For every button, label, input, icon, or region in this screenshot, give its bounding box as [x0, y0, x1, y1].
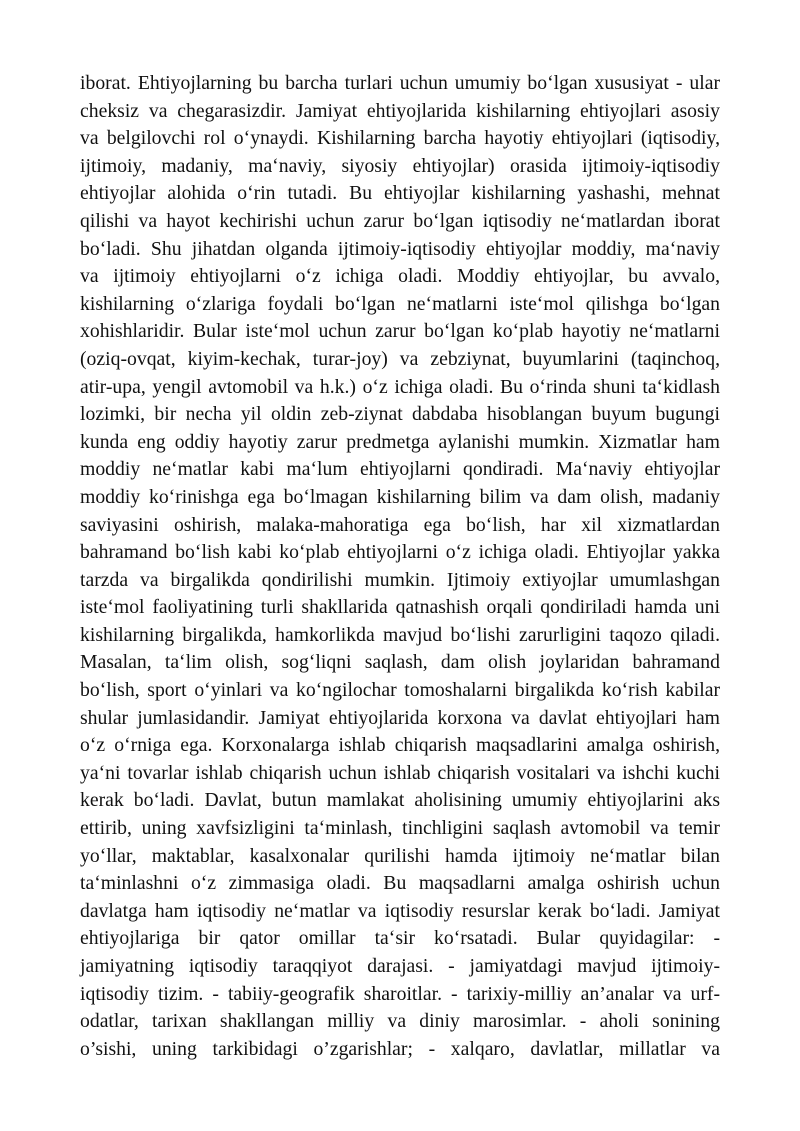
text-line: qilishi va hayot kechirishi uchun zarur bo‘lgan iqtisodiy ne‘matlardan iborat	[80, 209, 720, 232]
text-line: bo‘lish, sport o‘yinlari va ko‘ngilochar tomoshalarni birgalikda ko‘rish kabilar	[80, 679, 720, 702]
text-line: o’sishi, uning tarkibidagi o’zgarishlar; - xalqaro, davlatlar, millatlar va	[80, 1037, 720, 1060]
text-line: xohishlaridir. Bular iste‘mol uchun zarur bo‘lgan ko‘plab hayotiy ne‘matlarni	[80, 320, 720, 343]
text-line: ijtimoiy, madaniy, ma‘naviy, siyosiy ehtiyojlar) orasida ijtimoiy-iqtisodiy	[80, 154, 720, 177]
text-line: iste‘mol faoliyatining turli shakllarida qatnashish orqali qondiriladi hamda uni	[80, 596, 720, 619]
text-line: ettirib, uning xavfsizligini ta‘minlash, tinchligini saqlash avtomobil va temir	[80, 817, 720, 840]
text-line: bo‘ladi. Shu jihatdan olganda ijtimoiy-iqtisodiy ehtiyojlar moddiy, ma‘naviy	[80, 237, 720, 260]
text-line: yo‘llar, maktablar, kasalxonalar qurilishi hamda ijtimoiy ne‘matlar bilan	[80, 844, 720, 867]
text-line: Masalan, ta‘lim olish, sog‘liqni saqlash, dam olish joylaridan bahramand	[80, 651, 720, 674]
text-line: va ijtimoiy ehtiyojlarni o‘z ichiga oladi. Moddiy ehtiyojlar, bu avvalo,	[80, 265, 720, 288]
text-line: cheksiz va chegarasizdir. Jamiyat ehtiyojlarida kishilarning ehtiyojlari asosiy	[80, 99, 720, 122]
text-line: kunda eng oddiy hayotiy zarur predmetga aylanishi mumkin. Xizmatlar ham	[80, 430, 720, 453]
text-line: kishilarning birgalikda, hamkorlikda mavjud bo‘lishi zarurligini taqozo qiladi.	[80, 623, 720, 646]
text-line: lozimki, bir necha yil oldin zeb-ziynat dabdaba hisoblangan buyum bugungi	[80, 403, 720, 426]
document-page	[80, 70, 720, 1063]
text-line: kerak bo‘ladi. Davlat, butun mamlakat aholisining umumiy ehtiyojlarini aks	[80, 789, 720, 812]
text-line: shular jumlasidandir. Jamiyat ehtiyojlarida korxona va davlat ehtiyojlari ham	[80, 706, 720, 729]
text-line: (oziq-ovqat, kiyim-kechak, turar-joy) va zebziynat, buyumlarini (taqinchoq,	[80, 347, 720, 370]
text-line: va belgilovchi rol o‘ynaydi. Kishilarning barcha hayotiy ehtiyojlari (iqtisodiy,	[80, 127, 720, 150]
text-line: ta‘minlashni o‘z zimmasiga oladi. Bu maqsadlarni amalga oshirish uchun	[80, 872, 720, 895]
text-line: tarzda va birgalikda qondirilishi mumkin. Ijtimoiy extiyojlar umumlashgan	[80, 568, 720, 591]
text-line: odatlar, tarixan shakllangan milliy va diniy marosimlar. - aholi sonining	[80, 1010, 720, 1033]
text-line: davlatga ham iqtisodiy ne‘matlar va iqtisodiy resurslar kerak bo‘ladi. Jamiyat	[80, 899, 720, 922]
text-line: kishilarning o‘zlariga foydali bo‘lgan ne‘matlarni iste‘mol qilishga bo‘lgan	[80, 292, 720, 315]
text-line: jamiyatning iqtisodiy taraqqiyot darajasi. - jamiyatdagi mavjud ijtimoiy-	[80, 955, 720, 977]
text-line: ehtiyojlariga bir qator omillar ta‘sir ko‘rsatadi. Bular quyidagilar: -	[80, 927, 720, 950]
text-line: moddiy ne‘matlar kabi ma‘lum ehtiyojlarni qondiradi. Ma‘naviy ehtiyojlar	[80, 458, 720, 481]
text-line: saviyasini oshirish, malaka-mahoratiga ega bo‘lish, har xil xizmatlardan	[80, 513, 720, 536]
text-line: moddiy ko‘rinishga ega bo‘lmagan kishilarning bilim va dam olish, madaniy	[80, 485, 720, 508]
text-line: atir-upa, yengil avtomobil va h.k.) o‘z ichiga oladi. Bu o‘rinda shuni ta‘kidlash	[80, 375, 720, 398]
text-line: ya‘ni tovarlar ishlab chiqarish uchun ishlab chiqarish vositalari va ishchi kuchi	[80, 761, 720, 784]
text-line: ehtiyojlar alohida o‘rin tutadi. Bu ehtiyojlar kishilarning yashashi, mehnat	[80, 182, 720, 205]
text-line: iqtisodiy tizim. - tabiiy-geografik sharoitlar. - tarixiy-milliy an’analar va urf-	[80, 982, 720, 1005]
text-line: o‘z o‘rniga ega. Korxonalarga ishlab chiqarish maqsadlarini amalga oshirish,	[80, 734, 720, 757]
text-line: bahramand bo‘lish kabi ko‘plab ehtiyojlarni o‘z ichiga oladi. Ehtiyojlar yakka	[80, 541, 720, 564]
text-line: iborat. Ehtiyojlarning bu barcha turlari uchun umumiy bo‘lgan xususiyat - ular	[80, 72, 720, 94]
